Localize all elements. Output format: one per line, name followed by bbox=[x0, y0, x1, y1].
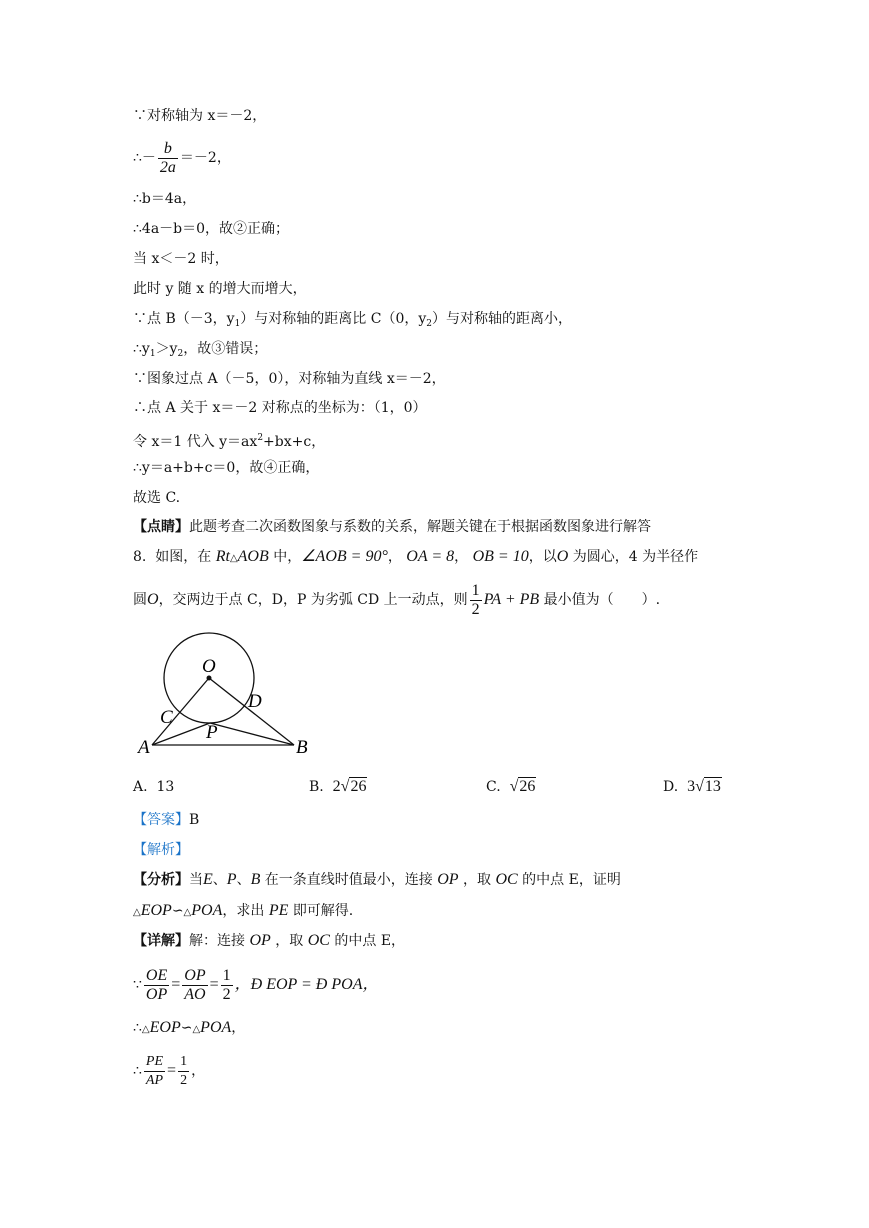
solution-line-1: ∵对称轴为 x＝－2， bbox=[133, 108, 267, 124]
geometry-figure bbox=[136, 628, 326, 758]
label-d: D bbox=[248, 691, 262, 712]
solution-line-8: $\therefore y_1>y_2$，故③错误； bbox=[133, 341, 268, 359]
solution-line-3: ∴b＝4a， bbox=[133, 191, 197, 207]
solution-line-11: 令 x＝1 代入 $y=ax^2+bx+c$， bbox=[133, 433, 326, 450]
solution-line-4: ∴4a－b＝0，故②正确； bbox=[133, 221, 290, 237]
analysis-tag-line: 【解析】 bbox=[133, 842, 189, 858]
solution-line-10: ∴点 A 关于 x＝－2 对称点的坐标为：（1，0） bbox=[133, 400, 427, 416]
solution-line-9: ∵图象过点 A（－5，0），对称轴为直线 x＝－2， bbox=[133, 371, 446, 387]
option-b[interactable]: B. 2√26 bbox=[309, 776, 367, 798]
label-o: O bbox=[202, 656, 216, 677]
detail-line-2: ∵ $\frac{OE}{OP}$ = $\frac{OP}{AO}$ = $\frac{1}{2}$ ，Ð EOP = Ð POA， bbox=[133, 966, 379, 1003]
answer-tag: 【答案】 bbox=[133, 812, 189, 828]
answer-value: B bbox=[189, 812, 200, 828]
solution-line-7: ∵点 B（－3，$y_1$）与对称轴的距离比 C（0，$y_2$）与对称轴的距离小， bbox=[133, 311, 573, 329]
sqrt-26: √26 bbox=[340, 778, 367, 795]
analysis-line-1: 【分析】当E、P、B 在一条直线时值最小，连接 OP ，取 OC 的中点 E，证明 bbox=[133, 871, 621, 888]
label-a: A bbox=[138, 737, 150, 758]
sqrt-26: √26 bbox=[509, 778, 536, 795]
analysis-line-2: △EOP∽△POA，求出 PE 即可解得. bbox=[133, 902, 354, 919]
answer-line bbox=[133, 810, 199, 830]
detail-line-3: ∴△EOP∽△POA， bbox=[133, 1019, 246, 1036]
question-8-line-2: 圆O，交两边于点 C，D，P 为劣弧 CD 上一动点，则 $\frac{1}{2}$ PA + PB 最小值为（ ）. bbox=[133, 581, 661, 618]
detail-line-1: 【详解】解：连接 OP ，取 OC 的中点 E， bbox=[133, 932, 406, 949]
solution-line-13: 故选 C. bbox=[133, 490, 181, 506]
solution-line-6: 此时 y 随 x 的增大而增大， bbox=[133, 281, 307, 297]
fraction-one-half: $\frac{1}{2}$ bbox=[471, 581, 480, 618]
fraction-pe-ap: $\frac{PE}{AP}$ bbox=[145, 1053, 164, 1088]
fraction-oe-op: $\frac{OE}{OP}$ bbox=[145, 966, 168, 1003]
option-a[interactable]: A. 13 bbox=[133, 779, 175, 795]
option-d[interactable]: D. 3√13 bbox=[663, 776, 722, 798]
label-p: P bbox=[206, 722, 218, 743]
solution-line-2: ∴－ $\frac{b}{2a}$ ＝－2， bbox=[133, 139, 231, 176]
fraction-op-ao: $\frac{OP}{AO}$ bbox=[184, 966, 206, 1003]
label-b: B bbox=[296, 737, 308, 758]
label-c: C bbox=[160, 707, 173, 728]
fraction-one-half: $\frac{1}{2}$ bbox=[222, 966, 231, 1003]
option-c[interactable]: C. √26 bbox=[486, 776, 536, 798]
question-8-line-1: 8. 如图，在 Rt△AOB 中，∠AOB = 90°， OA = 8， OB = 10，以O 为圆心，4 为半径作 bbox=[133, 548, 699, 565]
comment-line: 【点睛】此题考查二次函数图象与系数的关系，解题关键在于根据函数图象进行解答 bbox=[133, 519, 651, 535]
sqrt-13: √13 bbox=[695, 778, 721, 795]
fraction-one-half: $\frac{1}{2}$ bbox=[180, 1053, 188, 1088]
fraction-b-over-2a: $\frac{b}{2a}$ bbox=[159, 139, 176, 176]
solution-line-12: ∴y＝a+b+c＝0，故④正确， bbox=[133, 460, 320, 476]
segment-pb bbox=[210, 723, 294, 745]
solution-line-5: 当 x＜－2 时， bbox=[133, 251, 229, 267]
detail-line-4: ∴ $\frac{PE}{AP}$ = $\frac{1}{2}$ ， bbox=[133, 1053, 206, 1088]
